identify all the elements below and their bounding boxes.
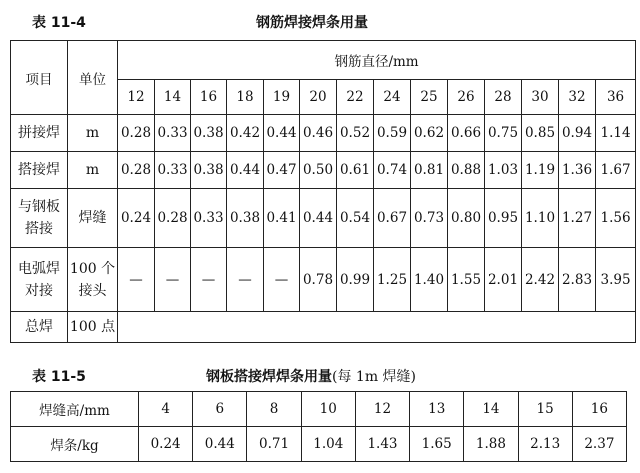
table1-caption-title: 钢筋焊接焊条用量 xyxy=(256,15,368,31)
data-cell: 0.75 xyxy=(485,115,522,152)
row-unit-line: 100 点 xyxy=(69,319,116,335)
height-cell: 12 xyxy=(355,392,409,427)
data-cell: 0.61 xyxy=(337,152,374,189)
data-cell: 0.54 xyxy=(337,189,374,248)
data-cell: 0.99 xyxy=(337,248,374,312)
row-item xyxy=(11,189,68,248)
data-cell: 1.36 xyxy=(559,152,596,189)
data-cell: 0.38 xyxy=(191,115,227,152)
data-cell: — xyxy=(155,248,191,312)
data-cell: 0.24 xyxy=(118,189,155,248)
row-unit xyxy=(68,189,118,248)
data-cell: 0.62 xyxy=(411,115,448,152)
row-unit-line: 焊缝 xyxy=(78,210,107,226)
data-cell: — xyxy=(227,248,264,312)
data-cell: 0.46 xyxy=(300,115,337,152)
header-diameter-28: 28 xyxy=(485,80,522,115)
row-item xyxy=(11,248,68,312)
table1-caption-number: 表 11-4 xyxy=(32,15,86,31)
table2-body xyxy=(11,392,627,462)
row-unit xyxy=(68,115,118,152)
data-cell: — xyxy=(264,248,300,312)
height-cell: 8 xyxy=(247,392,301,427)
table-row xyxy=(11,189,636,248)
row-item-line: 对接 xyxy=(25,282,53,299)
height-cell: 10 xyxy=(301,392,355,427)
table2-caption xyxy=(32,366,86,386)
table-row xyxy=(11,392,627,427)
table2-caption-title-wrap xyxy=(206,366,416,386)
row-item xyxy=(11,312,68,343)
data-cell: 0.38 xyxy=(227,189,264,248)
height-cell: 6 xyxy=(193,392,247,427)
data-cell: 0.41 xyxy=(264,189,300,248)
plate-lap-weld-table xyxy=(10,391,627,462)
table-row xyxy=(11,248,636,312)
data-cell: 1.27 xyxy=(559,189,596,248)
header-diameter-12: 12 xyxy=(118,80,155,115)
height-cell: 15 xyxy=(518,392,572,427)
data-cell: 0.33 xyxy=(191,189,227,248)
row-unit xyxy=(68,248,118,312)
data-cell: 1.03 xyxy=(485,152,522,189)
header-diameter-22: 22 xyxy=(337,80,374,115)
data-cell: 0.66 xyxy=(448,115,485,152)
row-item-line: 总焊 xyxy=(25,319,53,335)
row-unit-line: 接头 xyxy=(78,282,107,299)
data-cell: 0.88 xyxy=(448,152,485,189)
data-cell: 0.81 xyxy=(411,152,448,189)
header-diameter-14: 14 xyxy=(155,80,191,115)
header-diameter-36: 36 xyxy=(596,80,636,115)
data-cell: 0.42 xyxy=(227,115,264,152)
row-unit xyxy=(68,312,118,343)
data-cell: 0.80 xyxy=(448,189,485,248)
header-diameter-18: 18 xyxy=(227,80,264,115)
data-cell: 1.10 xyxy=(522,189,559,248)
row-label-height: 焊缝高/mm xyxy=(11,392,139,427)
empty-cell xyxy=(118,312,636,343)
data-cell: 0.85 xyxy=(522,115,559,152)
header-diameter-16: 16 xyxy=(191,80,227,115)
table1-caption-title-wrap xyxy=(256,12,368,32)
data-cell: 1.56 xyxy=(596,189,636,248)
row-item-line: 电弧焊 xyxy=(18,260,60,277)
weight-cell: 1.88 xyxy=(464,427,518,462)
data-cell: 0.44 xyxy=(227,152,264,189)
data-cell: 0.47 xyxy=(264,152,300,189)
table-row xyxy=(11,115,636,152)
data-cell: — xyxy=(118,248,155,312)
height-cell: 4 xyxy=(139,392,193,427)
header-diameter-32: 32 xyxy=(559,80,596,115)
row-unit xyxy=(68,152,118,189)
header-diameter-24: 24 xyxy=(374,80,411,115)
table1-caption xyxy=(32,12,86,32)
row-label-rod: 焊条/kg xyxy=(11,427,139,462)
weight-cell: 2.13 xyxy=(518,427,572,462)
data-cell: 0.33 xyxy=(155,152,191,189)
data-cell: 1.14 xyxy=(596,115,636,152)
data-cell: 0.28 xyxy=(118,152,155,189)
row-unit-line: 100 个 xyxy=(69,260,116,277)
weight-cell: 0.44 xyxy=(193,427,247,462)
data-cell: 3.95 xyxy=(596,248,636,312)
header-diameter-25: 25 xyxy=(411,80,448,115)
data-cell: 0.28 xyxy=(155,189,191,248)
data-cell: 0.50 xyxy=(300,152,337,189)
row-unit-line: m xyxy=(85,125,100,141)
data-cell: 0.28 xyxy=(118,115,155,152)
data-cell: 0.44 xyxy=(300,189,337,248)
rebar-welding-rod-table xyxy=(10,40,636,343)
data-cell: 0.95 xyxy=(485,189,522,248)
header-unit: 单位 xyxy=(68,41,118,115)
data-cell: 1.55 xyxy=(448,248,485,312)
header-diameter-30: 30 xyxy=(522,80,559,115)
table2-caption-title: 钢板搭接焊焊条用量 xyxy=(206,369,332,385)
weight-cell: 1.04 xyxy=(301,427,355,462)
weight-cell: 0.71 xyxy=(247,427,301,462)
data-cell: 0.59 xyxy=(374,115,411,152)
data-cell: 0.33 xyxy=(155,115,191,152)
header-item: 项目 xyxy=(11,41,68,115)
weight-cell: 1.65 xyxy=(410,427,464,462)
header-diameter-20: 20 xyxy=(300,80,337,115)
row-item xyxy=(11,115,68,152)
row-item xyxy=(11,152,68,189)
data-cell: 2.01 xyxy=(485,248,522,312)
data-cell: 0.67 xyxy=(374,189,411,248)
data-cell: — xyxy=(191,248,227,312)
row-item-line: 搭接焊 xyxy=(18,162,60,178)
weight-cell: 1.43 xyxy=(355,427,409,462)
data-cell: 1.67 xyxy=(596,152,636,189)
header-diameter-26: 26 xyxy=(448,80,485,115)
data-cell: 0.94 xyxy=(559,115,596,152)
data-cell: 0.38 xyxy=(191,152,227,189)
header-diameter: 钢筋直径/mm xyxy=(118,41,636,80)
weight-cell: 2.37 xyxy=(572,427,626,462)
height-cell: 14 xyxy=(464,392,518,427)
data-cell: 1.19 xyxy=(522,152,559,189)
table2-caption-suffix: (每 1m 焊缝) xyxy=(332,369,417,385)
row-item-line: 搭接 xyxy=(25,221,53,237)
header-diameter-19: 19 xyxy=(264,80,300,115)
data-cell: 0.73 xyxy=(411,189,448,248)
table-row xyxy=(11,427,627,462)
table-row xyxy=(11,152,636,189)
height-cell: 13 xyxy=(410,392,464,427)
data-cell: 2.83 xyxy=(559,248,596,312)
height-cell: 16 xyxy=(572,392,626,427)
table1-body xyxy=(11,41,636,343)
data-cell: 0.74 xyxy=(374,152,411,189)
data-cell: 0.44 xyxy=(264,115,300,152)
row-item-line: 拼接焊 xyxy=(18,125,60,141)
data-cell: 1.40 xyxy=(411,248,448,312)
data-cell: 0.78 xyxy=(300,248,337,312)
data-cell: 0.52 xyxy=(337,115,374,152)
weight-cell: 0.24 xyxy=(139,427,193,462)
data-cell: 1.25 xyxy=(374,248,411,312)
data-cell: 2.42 xyxy=(522,248,559,312)
row-unit-line: m xyxy=(85,162,100,178)
row-item-line: 与钢板 xyxy=(18,199,60,215)
table-row xyxy=(11,312,636,343)
table2-caption-number: 表 11-5 xyxy=(32,369,86,385)
